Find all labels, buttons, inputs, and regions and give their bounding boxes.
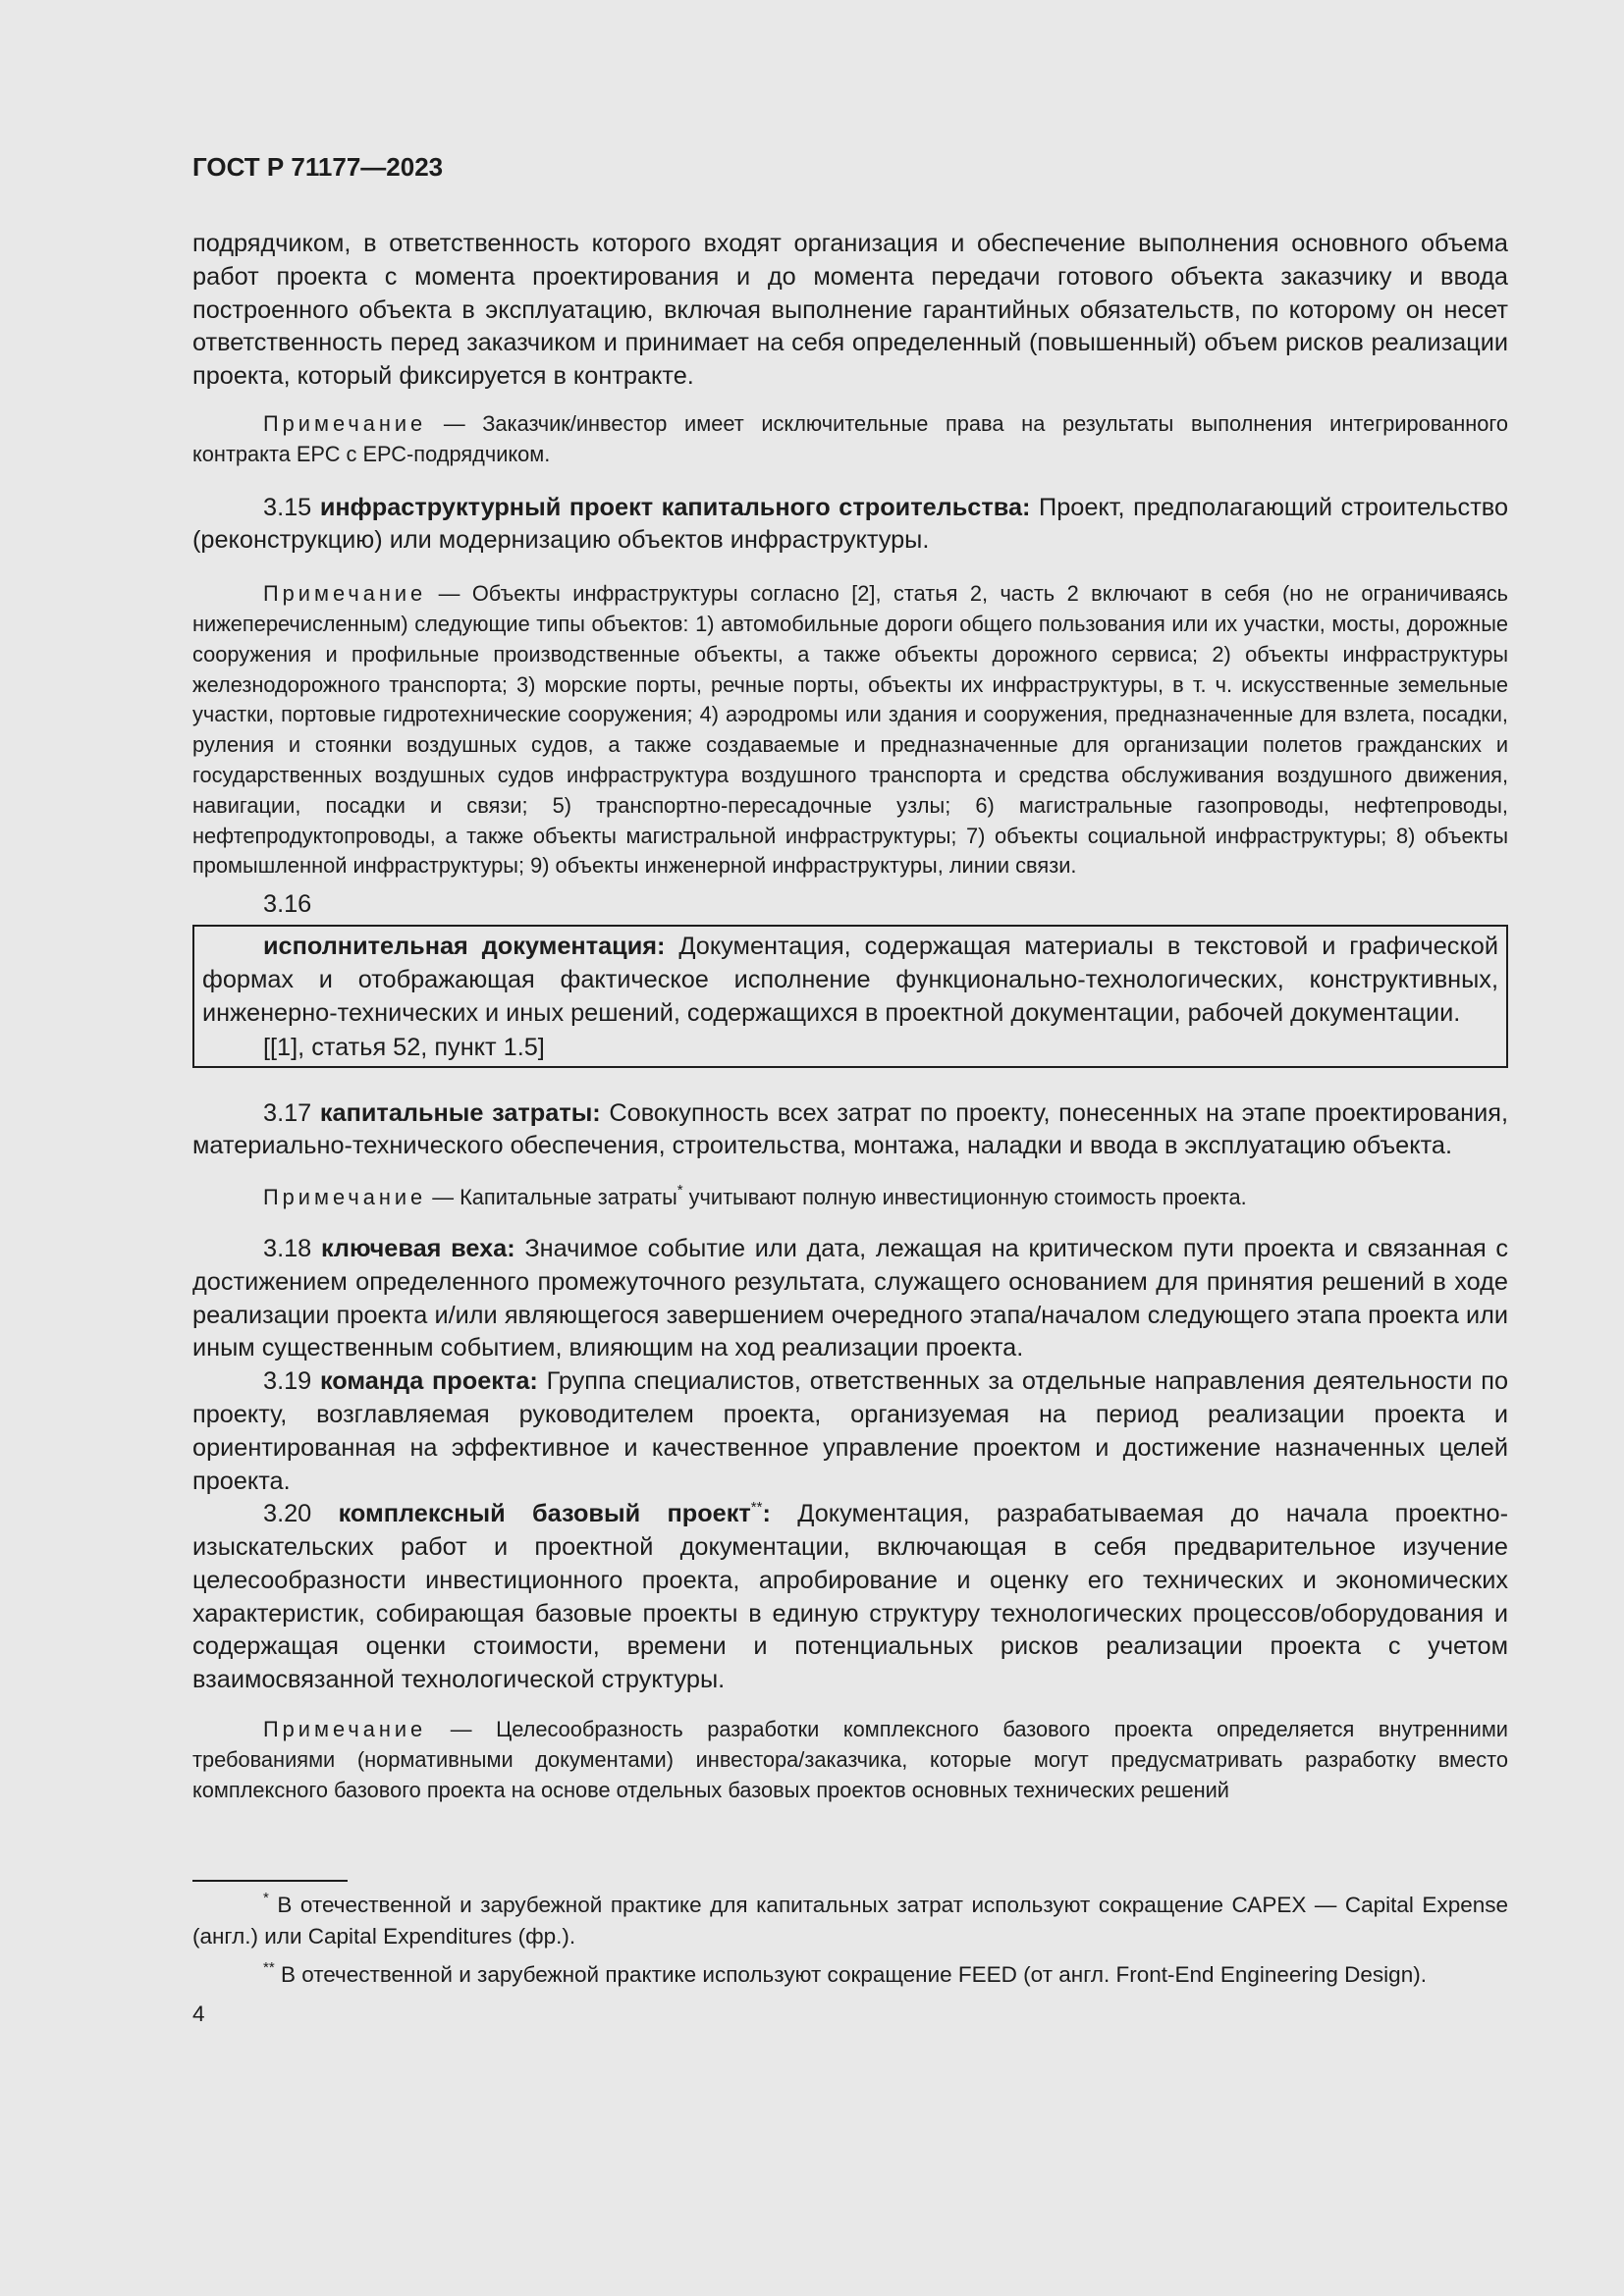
term-number-3-16: 3.16 [263, 890, 312, 919]
document-page [192, 147, 1508, 2029]
note-capex [192, 1183, 1508, 1213]
paragraph-epc-continuation: подрядчиком, в ответственность которого входят организация и обеспечение выполнения основного объема работ проекта с момента проектирования и до момента передачи готового объекта заказчику и ввода построенного объекта в эксплуатацию, включая выполнение гарантийных обязательств, по которому он несет ответственность перед заказчиком и принимает на себя определенный (повышенный) объем рисков реализации проекта, который фиксируется в контракте. [192, 230, 1508, 391]
footnote-capex [192, 1890, 1508, 1951]
note-label: Примечание [263, 581, 427, 607]
note-text: — Заказчик/инвестор имеет исключительные права на результаты выполнения интегрированного контракта ЕРС с ЕРС-подрядчиком. [192, 410, 1508, 466]
term-3-15 [192, 492, 1508, 559]
term-number: 3.20 [263, 1500, 339, 1528]
footnote-ref-mark: ** [750, 1499, 763, 1517]
note-infrastructure [192, 579, 1508, 881]
term-colon: : [762, 1500, 771, 1528]
page-number: 4 [192, 2001, 205, 2026]
term-3-16 [202, 931, 1498, 1030]
footnote-text: В отечественной и зарубежной практике используют сокращение FEED (от англ. Front-End Engineering Design). [274, 1962, 1427, 1988]
note-label: Примечание [263, 1185, 427, 1210]
footnote-separator [192, 1880, 348, 1882]
term-3-17 [192, 1097, 1508, 1164]
term-name: исполнительная документация: [263, 933, 666, 961]
term-name: инфраструктурный проект капитального строительства: [319, 493, 1031, 521]
term-3-18 [192, 1233, 1508, 1365]
term-definition: Совокупность всех затрат по проекту, понесенных на этапе проектирования, материально-технического обеспечения, строительства, монтажа, наладки и ввода в эксплуатацию объекта. [192, 1098, 1509, 1160]
footnote-feed [192, 1959, 1508, 1991]
term-name: комплексный базовый проект [338, 1500, 751, 1528]
standard-header: ГОСТ Р 71177—2023 [192, 152, 444, 182]
term-number: 3.18 [263, 1234, 321, 1262]
term-name: ключевая веха: [320, 1234, 515, 1262]
term-name: капитальные затраты: [319, 1098, 601, 1127]
note-epc [192, 409, 1508, 470]
note-text: — Объекты инфраструктуры согласно [2], статья 2, часть 2 включают в себя (но не ограничиваясь нижеперечисленным) следующие типы объектов: 1) автомобильные дороги общего пользования или их участки, мосты, дорожные сооружения и профильные производственные объекты, а также объекты дорожного сервиса; 2) объекты инфраструктуры железнодорожного транспорта; 3) морские порты, речные порты, объекты их инфраструктуры, в т. ч. искусственные земельные участки, портовые гидротехнические сооружения; 4) аэродромы или здания и сооружения, предназначенные для взлета, посадки, руления и стоянки воздушных судов, а также создаваемые и предназначенные для организации полетов гражданских и государственных воздушных судов инфраструктура воздушного транспорта и средства обслуживания воздушного движения, навигации, посадки и связи; 5) транспортно-пересадочные узлы; 6) магистральные газопроводы, нефтепроводы, нефтепродуктопроводы, а также объекты магистральной инфраструктуры; 7) объекты социальной инфраструктуры; 8) объекты промышленной инфраструктуры; 9) объекты инженерной инфраструктуры, линии связи. [192, 581, 1508, 879]
footnote-mark: ** [263, 1959, 275, 1977]
term-definition: Документация, разрабатываемая до начала проектно-изыскательских работ и проектной документации, включающая в себя предварительное изучение целесообразности инвестиционного проекта, апробирование и оценку его технических и экономических характеристик, собирающая базовые проекты в единую структуру технологических процессов/оборудования и содержащая оценки стоимости, времени и потенциальных рисков реализации проекта с учетом взаимосвязанной технологической структуры. [192, 1500, 1508, 1694]
footnote-mark: * [263, 1890, 269, 1907]
term-definition: Проект, предполагающий строительство (реконструкцию) или модернизацию объектов инфраструктуры. [192, 493, 1509, 555]
term-number: 3.15 [263, 493, 320, 521]
footnote-ref-mark: * [677, 1182, 683, 1200]
term-number: 3.17 [263, 1098, 320, 1127]
term-3-20 [192, 1498, 1508, 1697]
boxed-term-3-16 [192, 925, 1508, 1067]
term-3-19 [192, 1365, 1508, 1498]
term-definition: Группа специалистов, ответственных за отдельные направления деятельности по проекту, возглавляемая руководителем проекта, организуемая на период реализации проекта и ориентированная на эффективное и качественное управление проектом и достижение назначенных целей проекта. [192, 1367, 1509, 1495]
note-feed [192, 1715, 1508, 1805]
note-text: — Целесообразность разработки комплексного базового проекта определяется внутренними требованиями (нормативными документами) инвестора/заказчика, которые могут предусматривать разработку вместо комплексного базового проекта на основе отдельных базовых проектов основных технических решений [192, 1717, 1508, 1802]
note-text-tail: учитывают полную инвестиционную стоимость проекта. [682, 1185, 1247, 1210]
term-number: 3.19 [263, 1367, 320, 1396]
note-label: Примечание [263, 410, 427, 436]
term-definition: Документация, содержащая материалы в текстовой и графической формах и отображающая фактическое исполнение функционально-технологических, конструктивных, инженерно-технических и иных решений, содержащихся в проектной документации, рабочей документации. [202, 933, 1498, 1027]
term-definition: Значимое событие или дата, лежащая на критическом пути проекта и связанная с достижением определенного промежуточного результата, служащего основанием для принятия решений в ходе реализации проекта и/или являющегося завершением очередного этапа/началом следующего этапа проекта или иным существенным событием, влияющим на ход реализации проекта. [192, 1234, 1508, 1362]
note-text: — Капитальные затраты [426, 1185, 677, 1210]
term-name: команда проекта: [319, 1367, 538, 1396]
footnote-text: В отечественной и зарубежной практике для капитальных затрат используют сокращение САРЕХ — Capital Expense (англ.) или Capital Expenditures (фр.). [192, 1893, 1508, 1949]
note-label: Примечание [263, 1717, 427, 1742]
term-source-reference: [[1], статья 52, пункт 1.5] [263, 1033, 545, 1061]
